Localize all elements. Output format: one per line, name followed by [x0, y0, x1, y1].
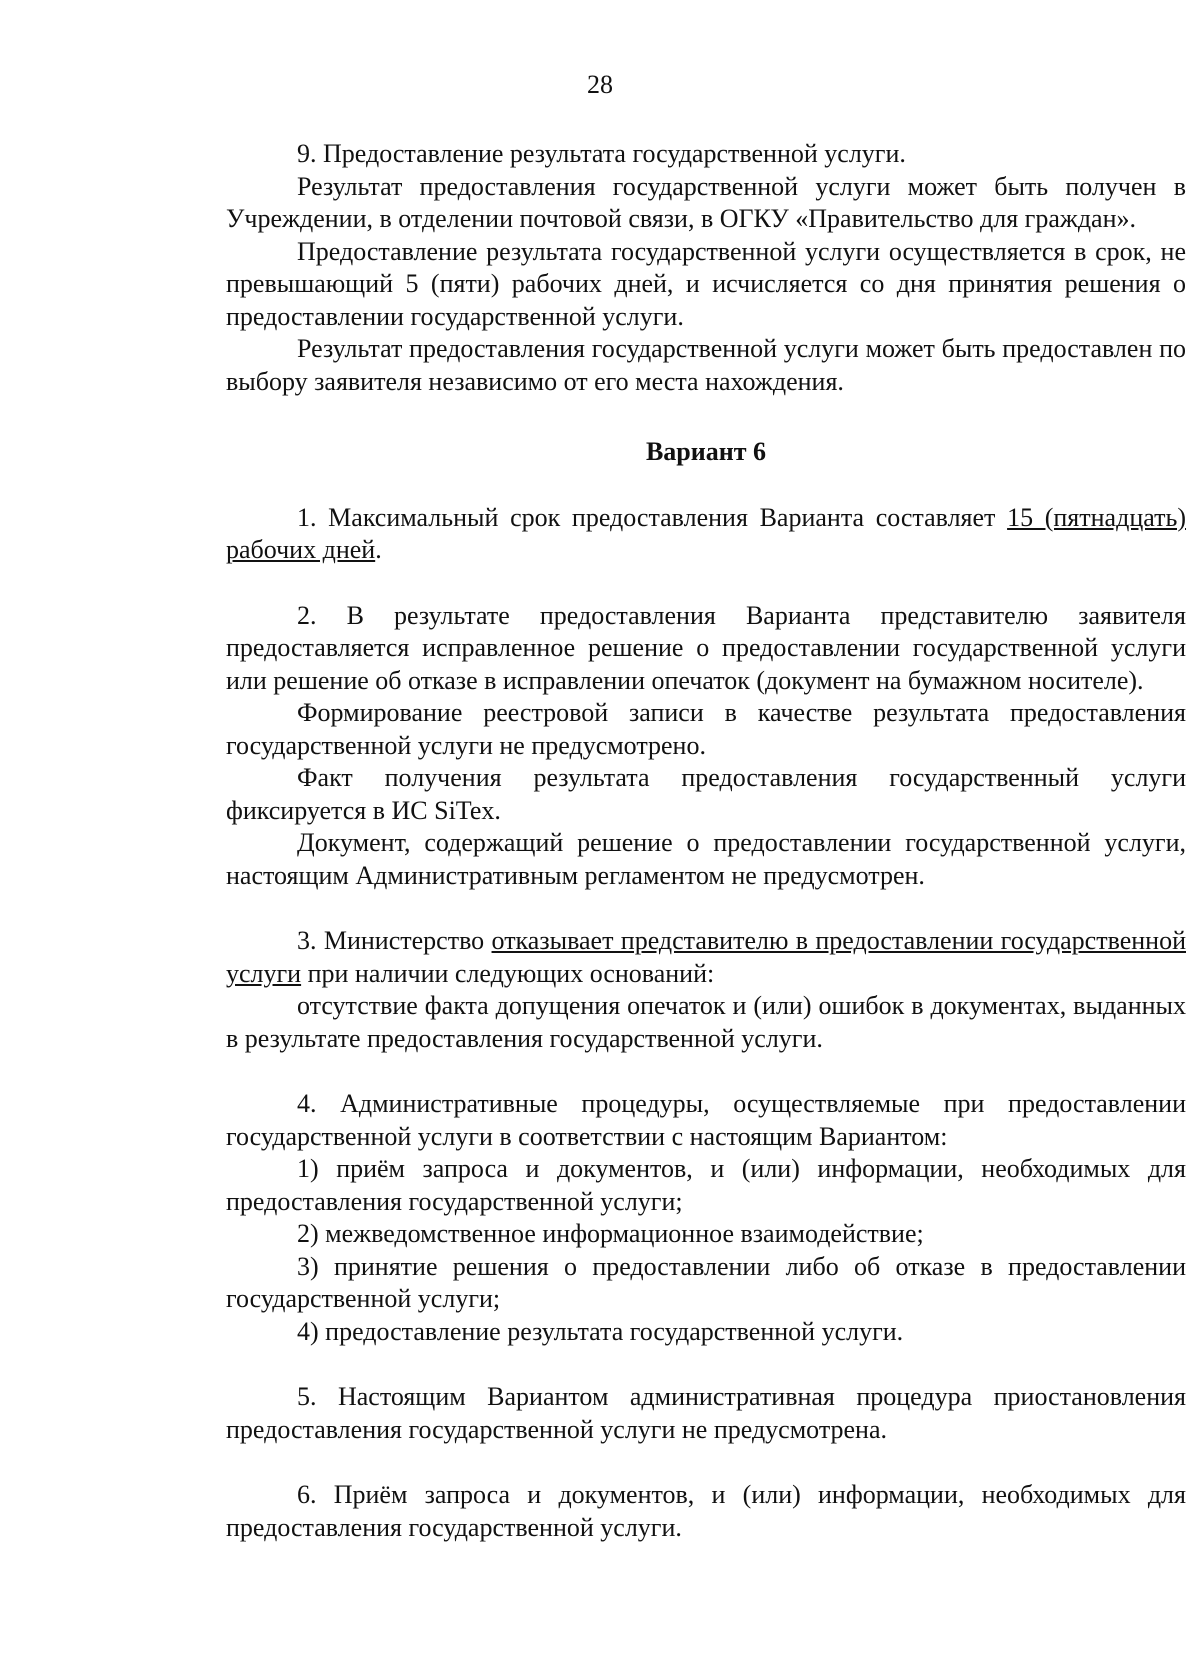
variant-item-4-4: 4) предоставление результата государственной услуги. [297, 1316, 904, 1346]
variant-item-2-document: Документ, содержащий решение о предоставлении государственной услуги, настоящим Административным регламентом не предусмотрен. [226, 828, 1186, 890]
variant-item-2-fact: Факт получения результата предоставления государственный услуги фиксируется в ИС SiTex. [226, 763, 1186, 825]
page-number: 28 [587, 70, 613, 99]
section-9-title: 9. Предоставление результата государственной услуги. [297, 139, 906, 168]
variant-item-6: 6. Приём запроса и документов, и (или) информации, необходимых для предоставления государственной услуги. [226, 1480, 1186, 1542]
variant-item-1-text: 1. Максимальный срок предоставления Варианта составляет [297, 502, 1008, 532]
variant-item-4-1: 1) приём запроса и документов, и (или) информации, необходимых для предоставления государственной услуги; [226, 1154, 1186, 1216]
variant-item-4: 4. Административные процедуры, осуществляемые при предоставлении государственной услуги в соответствии с настоящим Вариантом: [226, 1089, 1186, 1151]
variant-item-2-registry: Формирование реестровой записи в качестве результата предоставления государственной услуги не предусмотрено. [226, 698, 1186, 760]
variant-item-1 [226, 502, 1186, 567]
variant-item-4-3: 3) принятие решения о предоставлении либо об отказе в предоставлении государственной услуги; [226, 1251, 1186, 1313]
section-9-result-location: Результат предоставления государственной услуги может быть получен в Учреждении, в отделении почтовой связи, в ОГКУ «Правительство для граждан». [226, 171, 1186, 233]
document-body [226, 138, 1186, 1544]
variant-item-3-ground: отсутствие факта допущения опечаток и (или) ошибок в документах, выданных в результате предоставления государственной услуги. [226, 991, 1186, 1053]
variant-item-3-refusal: отказывает представителю в предоставлении государственной услуги [226, 926, 1186, 988]
variant-item-1-end: . [375, 535, 382, 564]
variant-item-4-2: 2) межведомственное информационное взаимодействие; [297, 1219, 924, 1248]
variant-item-2: 2. В результате предоставления Варианта представителю заявителя предоставляется исправленное решение о предоставлении государственной услуги или решение об отказе в исправлении опечаток (документ на бумажном носителе). [226, 600, 1186, 695]
section-9-result-choice: Результат предоставления государственной услуги может быть предоставлен по выбору заявителя независимо от его места нахождения. [226, 334, 1186, 396]
section-9-result-term: Предоставление результата государственной услуги осуществляется в срок, не превышающий 5 (пяти) рабочих дней, и исчисляется со дня принятия решения о предоставлении государственной услуги. [226, 236, 1186, 331]
variant-item-3-end: при наличии следующих оснований: [301, 958, 715, 988]
variant-item-3-text: 3. Министерство [297, 926, 492, 955]
variant-heading: Вариант 6 [645, 437, 767, 466]
variant-item-5: 5. Настоящим Вариантом административная процедура приостановления предоставления государственной услуги не предусмотрена. [226, 1382, 1186, 1444]
variant-item-1-deadline: 15 (пятнадцать) рабочих дней [226, 502, 1186, 564]
variant-item-3 [226, 925, 1186, 990]
